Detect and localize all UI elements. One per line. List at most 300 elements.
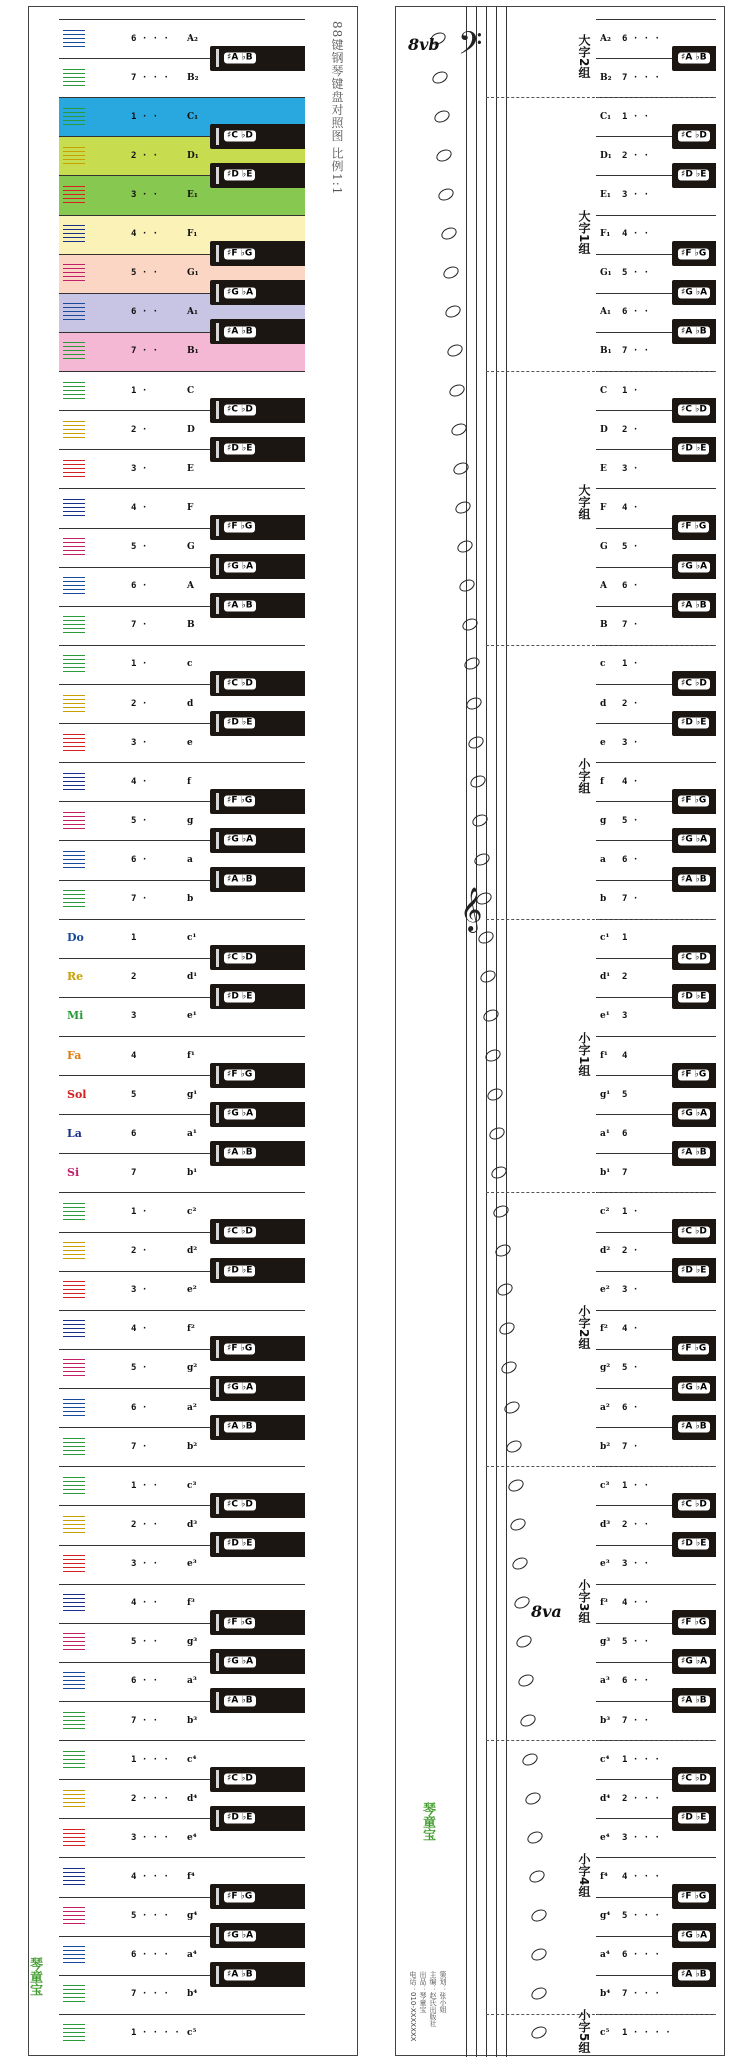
black-key-label: ♯G ♭A: [678, 1930, 710, 1941]
numbered-notation: 7: [622, 1167, 628, 1178]
black-key[interactable]: [210, 593, 305, 618]
numbered-notation: 2 · · ·: [622, 1793, 660, 1804]
solfege-label: La: [67, 1126, 82, 1140]
staff-icon: [63, 1242, 89, 1266]
black-key[interactable]: [672, 1688, 716, 1713]
right-keyboard-panel: [395, 6, 725, 2056]
white-key[interactable]: [596, 2014, 716, 2053]
logo-left: 琴童宝: [27, 1957, 42, 1996]
black-key[interactable]: [672, 1258, 716, 1283]
credit-line: 出品：琴童宝: [419, 1970, 427, 2013]
black-key[interactable]: [672, 1376, 716, 1401]
black-key-label: ♯G ♭A: [678, 1383, 710, 1394]
black-key-label: ♯F ♭G: [678, 1617, 709, 1628]
black-key[interactable]: [672, 671, 716, 696]
key-highlight: [216, 167, 219, 185]
black-key-label: ♯C ♭D: [224, 1226, 256, 1237]
note-name: f: [600, 776, 604, 787]
black-key[interactable]: [210, 1493, 305, 1518]
key-highlight: [216, 793, 219, 811]
note-name: f³: [187, 1598, 195, 1609]
numbered-notation: 1: [622, 933, 628, 944]
black-key[interactable]: [210, 1258, 305, 1283]
note-name: g³: [600, 1637, 611, 1648]
black-key[interactable]: [672, 945, 716, 970]
numbered-notation: 4 ·: [131, 1324, 148, 1335]
note-head: [512, 1594, 531, 1611]
numbered-notation: 3 · ·: [131, 1559, 159, 1570]
staff-icon: [63, 1633, 89, 1657]
key-highlight: [216, 675, 219, 693]
black-key[interactable]: [210, 828, 305, 853]
staff-icon: [63, 1516, 89, 1540]
black-key[interactable]: [210, 398, 305, 423]
black-key[interactable]: [672, 398, 716, 423]
black-key[interactable]: [210, 163, 305, 188]
group-label: 小字1组: [577, 1031, 591, 1076]
note-name: f²: [600, 1324, 608, 1335]
black-key[interactable]: [210, 867, 305, 892]
black-key[interactable]: [672, 593, 716, 618]
black-key-label: ♯D ♭E: [678, 991, 709, 1002]
numbered-notation: 3 ·: [622, 1285, 639, 1296]
solfege-label: Si: [67, 1165, 80, 1179]
black-key-label: ♯F ♭G: [678, 1343, 709, 1354]
black-key[interactable]: [672, 124, 716, 149]
key-highlight: [216, 1770, 219, 1788]
black-key-label: ♯G ♭A: [678, 287, 710, 298]
key-highlight: [216, 1262, 219, 1280]
note-name: f³: [600, 1598, 608, 1609]
credit-line: 电话：010-XXXXXXX: [409, 1970, 417, 2041]
note-name: C₁: [600, 111, 612, 122]
key-highlight: [216, 871, 219, 889]
black-key-label: ♯G ♭A: [224, 835, 256, 846]
black-key-label: ♯C ♭D: [678, 131, 710, 142]
staff-icon: [63, 499, 89, 523]
black-key[interactable]: [210, 1806, 305, 1831]
note-head: [437, 186, 456, 203]
black-key-label: ♯D ♭E: [224, 991, 255, 1002]
black-key-label: ♯G ♭A: [678, 1656, 710, 1667]
numbered-notation: 2 · ·: [131, 150, 159, 161]
group-label: 大字2组: [577, 34, 591, 79]
black-key[interactable]: [672, 319, 716, 344]
black-key[interactable]: [672, 46, 716, 71]
numbered-notation: 5 ·: [131, 1363, 148, 1374]
black-key[interactable]: [210, 1767, 305, 1792]
black-key-label: ♯C ♭D: [224, 405, 256, 416]
staff-line: [506, 7, 507, 2057]
black-key[interactable]: [672, 1102, 716, 1127]
note-name: A₁: [600, 307, 611, 318]
black-key-label: ♯C ♭D: [678, 952, 710, 963]
key-highlight: [216, 597, 219, 615]
note-name: d¹: [600, 972, 611, 983]
black-key[interactable]: [672, 1806, 716, 1831]
black-key[interactable]: [672, 1962, 716, 1987]
black-key[interactable]: [672, 1532, 716, 1557]
black-key[interactable]: [210, 280, 305, 305]
note-head: [468, 773, 487, 790]
numbered-notation: 5: [131, 1089, 137, 1100]
group-label: 小字3组: [577, 1579, 591, 1624]
black-key[interactable]: [210, 1102, 305, 1127]
note-name: D: [600, 424, 608, 435]
note-head: [529, 1985, 548, 2002]
numbered-notation: 6 · · ·: [622, 1950, 660, 1961]
note-head: [510, 1555, 529, 1572]
black-key[interactable]: [210, 46, 305, 71]
note-name: E: [187, 463, 194, 474]
black-key[interactable]: [210, 1141, 305, 1166]
note-name: C₁: [187, 111, 199, 122]
black-key-label: ♯A ♭B: [678, 1969, 710, 1980]
octave-mark-bass: 8vb: [408, 35, 440, 54]
note-name: e²: [187, 1285, 197, 1296]
note-name: A: [600, 581, 607, 592]
black-key[interactable]: [672, 241, 716, 266]
black-key-label: ♯A ♭B: [678, 53, 710, 64]
numbered-notation: 7 · · ·: [131, 1989, 169, 2000]
solfege-label: Fa: [67, 1048, 82, 1062]
note-name: b²: [187, 1441, 198, 1452]
black-key[interactable]: [672, 1884, 716, 1909]
note-name: B₂: [600, 72, 612, 83]
note-name: G: [600, 542, 608, 553]
note-name: g²: [187, 1363, 198, 1374]
note-name: e: [600, 737, 606, 748]
black-key-label: ♯A ♭B: [678, 1148, 710, 1159]
black-key[interactable]: [672, 711, 716, 736]
left-keyboard-panel: [28, 6, 358, 2056]
note-name: c²: [600, 1207, 610, 1217]
black-key[interactable]: [672, 1219, 716, 1244]
black-key-label: ♯D ♭E: [678, 170, 709, 181]
black-key-label: ♯D ♭E: [678, 718, 709, 729]
black-key[interactable]: [210, 319, 305, 344]
black-key-label: ♯C ♭D: [224, 131, 256, 142]
black-key[interactable]: [672, 1610, 716, 1635]
black-key-label: ♯C ♭D: [678, 678, 710, 689]
black-key[interactable]: [210, 437, 305, 462]
black-key[interactable]: [672, 1415, 716, 1440]
note-name: e³: [187, 1559, 197, 1570]
black-key-label: ♯A ♭B: [678, 874, 710, 885]
note-head: [431, 69, 450, 86]
black-key-label: ♯A ♭B: [678, 1422, 710, 1433]
staff-icon: [63, 616, 89, 640]
group-separator: [486, 371, 716, 372]
numbered-notation: 5 · · ·: [622, 1911, 660, 1922]
note-name: g⁴: [600, 1911, 611, 1922]
group-separator: [486, 919, 716, 920]
black-key[interactable]: [210, 1923, 305, 1948]
group-label: 大字1组: [577, 210, 591, 255]
treble-clef-icon: 𝄞: [460, 887, 483, 931]
black-key[interactable]: [210, 1884, 305, 1909]
black-key-label: ♯F ♭G: [224, 1617, 255, 1628]
black-key[interactable]: [210, 1376, 305, 1401]
numbered-notation: 7 · · ·: [622, 72, 660, 83]
key-highlight: [216, 49, 219, 67]
black-key[interactable]: [210, 671, 305, 696]
black-key-label: ♯C ♭D: [224, 952, 256, 963]
black-key[interactable]: [210, 1415, 305, 1440]
numbered-notation: 7 · ·: [622, 346, 650, 357]
numbered-notation: 1 · · ·: [131, 1754, 169, 1765]
black-key[interactable]: [210, 241, 305, 266]
black-key-label: ♯A ♭B: [224, 326, 256, 337]
note-head: [508, 1516, 527, 1533]
staff-icon: [63, 1868, 89, 1892]
note-name: e⁴: [600, 1832, 610, 1843]
note-head: [515, 1633, 534, 1650]
staff-icon: [63, 342, 89, 366]
black-key-label: ♯C ♭D: [678, 1774, 710, 1785]
note-head: [441, 264, 460, 281]
note-name: a: [600, 854, 606, 865]
black-key-label: ♯F ♭G: [678, 1070, 709, 1081]
note-name: B: [600, 620, 608, 631]
numbered-notation: 3 ·: [622, 463, 639, 474]
note-head: [487, 1125, 506, 1142]
key-highlight: [216, 1066, 219, 1084]
octave-mark-treble: 8va: [531, 1602, 562, 1621]
note-name: E₁: [187, 190, 198, 200]
note-head: [517, 1673, 536, 1690]
black-key[interactable]: [210, 1219, 305, 1244]
black-key-label: ♯D ♭E: [224, 170, 255, 181]
black-key[interactable]: [672, 984, 716, 1009]
key-highlight: [216, 1145, 219, 1163]
numbered-notation: 4 · ·: [622, 1598, 650, 1609]
numbered-notation: 6 · · ·: [131, 1950, 169, 1961]
key-highlight: [216, 949, 219, 967]
numbered-notation: 6 · ·: [622, 1676, 650, 1687]
black-key-label: ♯D ♭E: [678, 444, 709, 455]
numbered-notation: 1 · ·: [131, 1480, 159, 1491]
note-name: a⁴: [600, 1950, 610, 1961]
note-name: d: [600, 698, 607, 709]
staff-icon: [63, 1555, 89, 1579]
black-key-label: ♯D ♭E: [678, 1265, 709, 1276]
numbered-notation: 1 · · · ·: [622, 2028, 671, 2039]
numbered-notation: 1 ·: [131, 385, 148, 396]
numbered-notation: 5 · ·: [622, 1637, 650, 1648]
black-key[interactable]: [672, 789, 716, 814]
note-name: f: [187, 776, 191, 787]
black-key[interactable]: [210, 1649, 305, 1674]
numbered-notation: 4 · · ·: [131, 1871, 169, 1882]
white-key[interactable]: [59, 2014, 305, 2053]
key-highlight: [216, 1810, 219, 1828]
note-head: [519, 1712, 538, 1729]
black-key[interactable]: [210, 1532, 305, 1557]
black-key-label: ♯C ♭D: [224, 1500, 256, 1511]
note-name: b¹: [187, 1167, 198, 1178]
black-key-label: ♯C ♭D: [678, 1226, 710, 1237]
black-key[interactable]: [210, 554, 305, 579]
note-name: a¹: [187, 1128, 197, 1139]
numbered-notation: 1 · · · ·: [131, 2028, 180, 2039]
note-name: e²: [600, 1285, 610, 1296]
note-head: [458, 577, 477, 594]
note-name: d¹: [187, 972, 198, 983]
note-name: b: [600, 894, 607, 905]
numbered-notation: 1 · ·: [622, 111, 650, 122]
black-key[interactable]: [210, 1336, 305, 1361]
staff-icon: [63, 1359, 89, 1383]
key-highlight: [216, 245, 219, 263]
numbered-notation: 4 ·: [622, 502, 639, 513]
note-name: a: [187, 854, 193, 865]
key-highlight: [216, 1614, 219, 1632]
numbered-notation: 6 ·: [131, 854, 148, 865]
black-key[interactable]: [672, 828, 716, 853]
staff-line: [496, 7, 497, 2057]
black-key[interactable]: [672, 1649, 716, 1674]
key-highlight: [216, 1379, 219, 1397]
black-key[interactable]: [672, 554, 716, 579]
numbered-notation: 7 · ·: [131, 346, 159, 357]
numbered-notation: 7 · · ·: [622, 1989, 660, 2000]
black-key-label: ♯A ♭B: [224, 1148, 256, 1159]
key-highlight: [216, 988, 219, 1006]
staff-icon: [63, 147, 89, 171]
note-name: d³: [187, 1519, 198, 1530]
numbered-notation: 2 ·: [622, 424, 639, 435]
black-key[interactable]: [210, 945, 305, 970]
note-name: e: [187, 737, 193, 748]
black-key[interactable]: [672, 867, 716, 892]
black-key-label: ♯F ♭G: [224, 1343, 255, 1354]
note-name: B: [187, 620, 195, 631]
black-key-label: ♯A ♭B: [224, 1969, 256, 1980]
solfege-label: Mi: [67, 1009, 84, 1023]
black-key[interactable]: [672, 1923, 716, 1948]
staff-icon: [63, 382, 89, 406]
staff-icon: [63, 1829, 89, 1853]
black-key-label: ♯G ♭A: [224, 1930, 256, 1941]
numbered-notation: 1 ·: [622, 659, 639, 670]
numbered-notation: 6 · ·: [131, 307, 159, 318]
staff-icon: [63, 1790, 89, 1814]
staff-line: [466, 7, 467, 2057]
key-highlight: [216, 519, 219, 537]
note-name: f²: [187, 1324, 195, 1335]
note-head: [500, 1360, 519, 1377]
note-name: G₁: [600, 268, 612, 279]
note-head: [502, 1399, 521, 1416]
numbered-notation: 3 ·: [131, 1285, 148, 1296]
black-key[interactable]: [210, 984, 305, 1009]
numbered-notation: 3 · ·: [622, 190, 650, 200]
staff-icon: [63, 1477, 89, 1501]
black-key-label: ♯D ♭E: [678, 1539, 709, 1550]
numbered-notation: 3: [622, 1011, 628, 1022]
black-key[interactable]: [672, 515, 716, 540]
note-name: B₂: [187, 72, 199, 83]
staff-icon: [63, 186, 89, 210]
note-name: A₂: [187, 33, 198, 44]
black-key[interactable]: [672, 1336, 716, 1361]
staff-icon: [63, 1985, 89, 2009]
note-name: b³: [187, 1715, 198, 1726]
note-name: F: [600, 502, 607, 513]
black-key[interactable]: [672, 1063, 716, 1088]
note-name: g⁴: [187, 1911, 198, 1922]
black-key[interactable]: [672, 280, 716, 305]
black-key[interactable]: [672, 1493, 716, 1518]
black-key[interactable]: [672, 163, 716, 188]
credit-block: [408, 1971, 448, 2041]
note-name: d³: [600, 1519, 611, 1530]
black-key-label: ♯A ♭B: [678, 600, 710, 611]
numbered-notation: 5 ·: [622, 815, 639, 826]
note-head: [447, 382, 466, 399]
numbered-notation: 6 · ·: [622, 307, 650, 318]
staff-icon: [63, 812, 89, 836]
note-name: b⁴: [187, 1989, 198, 2000]
black-key[interactable]: [672, 1141, 716, 1166]
note-name: c⁴: [187, 1754, 197, 1765]
note-head: [523, 1790, 542, 1807]
numbered-notation: 2 · · ·: [131, 1793, 169, 1804]
black-key[interactable]: [672, 437, 716, 462]
key-highlight: [216, 1536, 219, 1554]
note-head: [443, 303, 462, 320]
note-name: g: [600, 815, 607, 826]
black-key-label: ♯F ♭G: [224, 1891, 255, 1902]
note-name: f¹: [187, 1050, 195, 1061]
black-key[interactable]: [672, 1767, 716, 1792]
staff-icon: [63, 1281, 89, 1305]
black-key[interactable]: [210, 1962, 305, 1987]
staff-icon: [63, 1203, 89, 1227]
numbered-notation: 1 ·: [622, 385, 639, 396]
numbered-notation: 6 ·: [622, 1402, 639, 1413]
black-key[interactable]: [210, 789, 305, 814]
black-key[interactable]: [210, 124, 305, 149]
black-key-label: ♯F ♭G: [224, 522, 255, 533]
staff-icon: [63, 30, 89, 54]
staff-icon: [63, 1946, 89, 1970]
numbered-notation: 5 ·: [622, 542, 639, 553]
black-key-label: ♯G ♭A: [224, 561, 256, 572]
numbered-notation: 3 · · ·: [622, 1832, 660, 1843]
numbered-notation: 3 ·: [131, 463, 148, 474]
group-label: 大字组: [577, 483, 591, 520]
numbered-notation: 3 · ·: [622, 1559, 650, 1570]
numbered-notation: 7 ·: [622, 1441, 639, 1452]
black-key[interactable]: [210, 515, 305, 540]
black-key[interactable]: [210, 1063, 305, 1088]
numbered-notation: 6 ·: [131, 581, 148, 592]
numbered-notation: 4 ·: [131, 776, 148, 787]
note-name: e³: [600, 1559, 610, 1570]
group-separator: [486, 2014, 716, 2015]
black-key[interactable]: [210, 1688, 305, 1713]
note-name: c⁵: [187, 2028, 197, 2039]
note-name: b¹: [600, 1167, 611, 1178]
staff-icon: [63, 1672, 89, 1696]
note-head: [481, 1008, 500, 1025]
note-name: g³: [187, 1637, 198, 1648]
black-key[interactable]: [210, 711, 305, 736]
note-name: c: [600, 659, 606, 670]
black-key[interactable]: [210, 1610, 305, 1635]
